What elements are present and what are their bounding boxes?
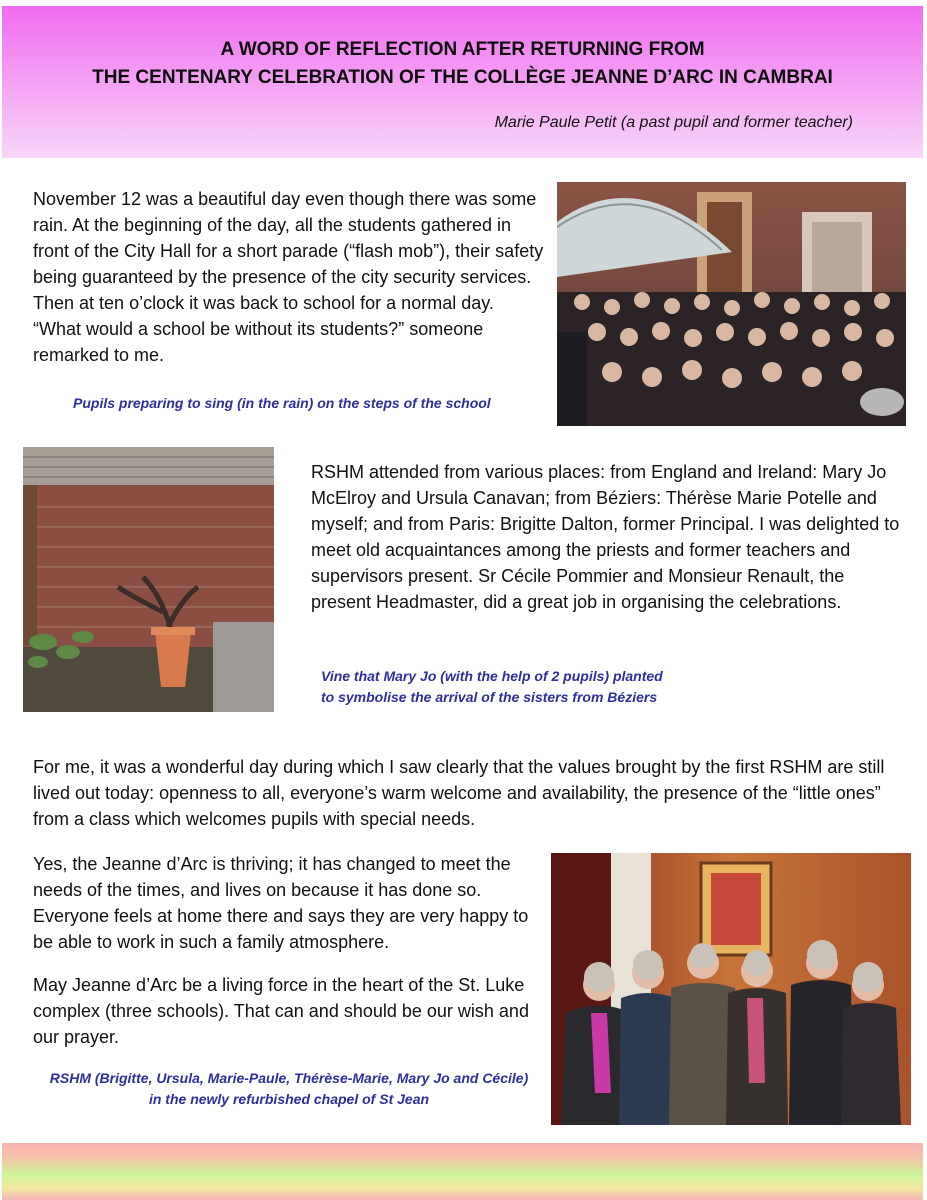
caption-vine-line-2: to symbolise the arrival of the sisters from Béziers [321, 689, 658, 705]
paragraph-values: For me, it was a wonderful day during which I saw clearly that the values brought by the first RSHM are still lived out today: openness to all, everyone’s warm welcome and availability, the presence of the “little ones” from a class which welcomes pupils with special needs. [33, 757, 885, 829]
caption-rshm-line-2: in the newly refurbished chapel of St Jean [148, 1091, 430, 1107]
caption-vine-line-1: Vine that Mary Jo (with the help of 2 pupils) planted [321, 668, 663, 684]
footer-band [2, 1143, 923, 1200]
page-title [2, 36, 923, 92]
pupils-photo-illustration [557, 182, 906, 426]
caption-vine [321, 666, 663, 708]
paragraph-wish: May Jeanne d’Arc be a living force in the heart of the St. Luke complex (three schools). That can and should be our wish and our prayer. [33, 975, 529, 1047]
photo-pupils-on-steps [557, 182, 906, 426]
title-line-2: THE CENTENARY CELEBRATION OF THE COLLÈGE JEANNE D’ARC IN CAMBRAI [92, 67, 833, 88]
header-band [2, 6, 923, 158]
paragraph-attendees: RSHM attended from various places: from England and Ireland: Mary Jo McElroy and Ursula Canavan; from Béziers: Thérèse Marie Potelle and myself; and from Paris: Brigitte Dalton, former Principal. I was delighted to meet old acquaintances among the priests and former teachers and supervisors present. Sr Cécile Pommier and Monsieur Renault, the present Headmaster, did a great job in organising the celebrations. [311, 462, 900, 612]
vine-photo-illustration [23, 447, 274, 712]
paragraph-thriving: Yes, the Jeanne d’Arc is thriving; it has changed to meet the needs of the times, and lives on because it has done so. Everyone feels at home there and says they are very happy to be able to work in such a family atmosphere. [33, 854, 529, 952]
title-line-1: A WORD OF REFLECTION AFTER RETURNING FROM [220, 39, 705, 60]
author-byline: Marie Paule Petit (a past pupil and former teacher) [494, 114, 853, 131]
caption-rshm [36, 1068, 542, 1110]
caption-pupils: Pupils preparing to sing (in the rain) on the steps of the school [73, 395, 491, 411]
photo-rshm-chapel [551, 853, 911, 1125]
chapel-photo-illustration [551, 853, 911, 1125]
caption-rshm-line-1: RSHM (Brigitte, Ursula, Marie-Paule, Thérèse-Marie, Mary Jo and Cécile) [49, 1070, 529, 1086]
paragraph-school-day: November 12 was a beautiful day even though there was some rain. At the beginning of the day, all the students gathered in front of the City Hall for a short parade (“flash mob”), their safety being guaranteed by the presence of the city security services. Then at ten o’clock it was back to school for a normal day. “What would a school be without its students?” someone remarked to me. [33, 189, 544, 365]
photo-vine [23, 447, 274, 712]
